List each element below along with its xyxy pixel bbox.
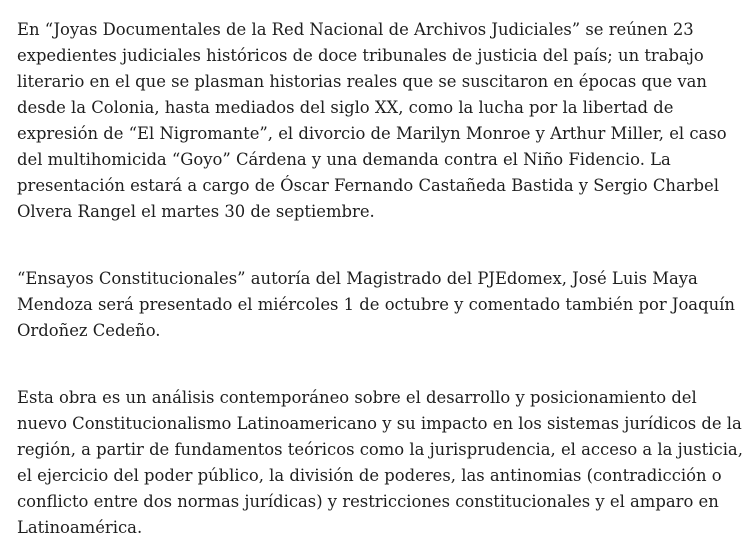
paragraph-analisis-obra: Esta obra es un análisis contemporáneo sobre el desarrollo y posicionamiento del nuevo Constitucionalismo Latinoamericano y su impacto en los sistemas jurídicos de la región, a partir de fundamentos teóricos como la jurisprudencia, el acceso a la justicia, el ejercicio del poder público, la división de poderes, las antinomias (contradicción o conflicto entre dos normas jurídicas) y restricciones constitucionales y el amparo en Latinoamérica. [17,388,743,537]
paragraph-spacer [17,344,743,385]
paragraph-spacer [17,225,743,266]
article-body [17,17,743,541]
paragraph-joyas-documentales: En “Joyas Documentales de la Red Nacional de Archivos Judiciales” se reúnen 23 expedientes judiciales históricos de doce tribunales de justicia del país; un trabajo literario en el que se plasman historias reales que se suscitaron en épocas que van desde la Colonia, hasta mediados del siglo XX, como la lucha por la libertad de expresión de “El Nigromante”, el divorcio de Marilyn Monroe y Arthur Miller, el caso del multihomicida “Goyo” Cárdena y una demanda contra el Niño Fidencio. La presentación estará a cargo de Óscar Fernando Castañeda Bastida y Sergio Charbel Olvera Rangel el martes 30 de septiembre. [17,20,727,221]
paragraph-ensayos-constitucionales: “Ensayos Constitucionales” autoría del Magistrado del PJEdomex, José Luis Maya Mendoza será presentado el miércoles 1 de octubre y comentado también por Joaquín Ordoñez Cedeño. [17,269,735,340]
